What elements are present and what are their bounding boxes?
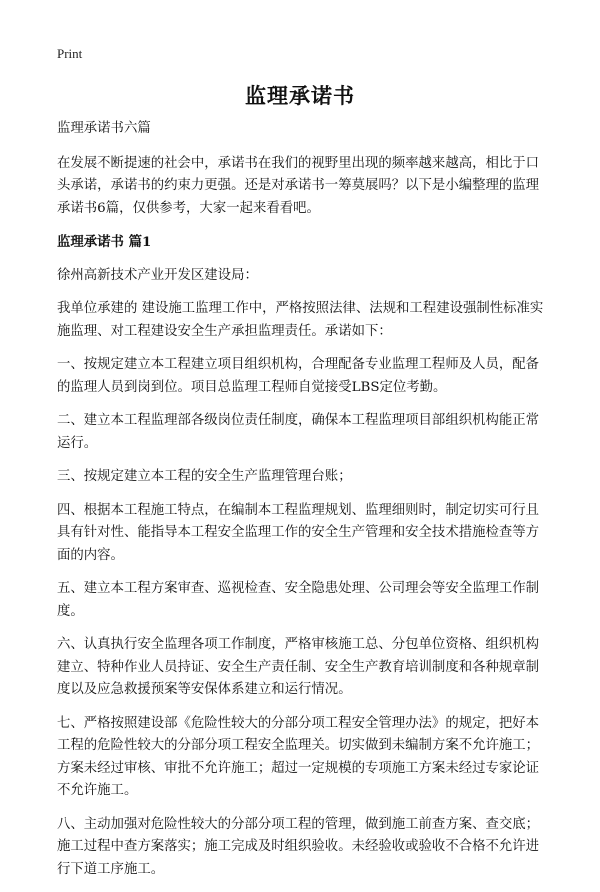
document-body: [57, 118, 547, 892]
addressee: 徐州高新技术产业开发区建设局：: [57, 267, 258, 283]
body-paragraph: 三、按规定建立本工程的安全生产监理管理台账；: [57, 469, 352, 484]
body-paragraph: 七、严格按照建设部《危险性较大的分部分项工程安全管理办法》的规定，把好本工程的危险性较大的分部分项工程安全监理关。切实做到未编制方案不允许施工；方案未经过审核、审批不允许施工；超过一定规模的专项施工方案未经过专家论证不允许施工。: [57, 715, 540, 798]
body-paragraph: 四、根据本工程施工特点，在编制本工程监理规划、监理细则时，制定切实可行且具有针对性、能指导本工程安全监理工作的安全生产管理和安全技术措施检查等方面的内容。: [57, 502, 540, 563]
body-paragraph: 五、建立本工程方案审查、巡视检查、安全隐患处理、公司理会等安全监理工作制度。: [57, 581, 540, 619]
document-title: 监理承诺书: [245, 84, 355, 108]
document-subtitle: 监理承诺书六篇: [57, 121, 151, 136]
section-heading: 监理承诺书 篇1: [57, 234, 152, 250]
body-paragraph: 六、认真执行安全监理各项工作制度，严格审核施工总、分包单位资格、组织机构建立、特种作业人员持证、安全生产责任制、安全生产教育培训制度和各种规章制度以及应急救援预案等安保体系建立和运行情况。: [57, 637, 540, 697]
body-paragraph: 一、按规定建立本工程建立项目组织机构，合理配备专业监理工程师及人员，配备的监理人员到岗到位。项目总监理工程师自觉接受LBS定位考勤。: [57, 357, 540, 395]
body-paragraph: 八、主动加强对危险性较大的分部分项工程的管理，做到施工前查方案、查交底；施工过程中查方案落实；施工完成及时组织验收。未经验收或验收不合格不允许进行下道工序施工。: [57, 816, 540, 877]
intro-paragraph: 在发展不断提速的社会中，承诺书在我们的视野里出现的频率越来越高，相比于口头承诺，承诺书的约束力更强。还是对承诺书一筹莫展吗？以下是小编整理的监理承诺书6篇，仅供参考，大家一起来看看吧。: [57, 155, 540, 216]
print-link[interactable]: Print: [57, 46, 83, 61]
body-paragraph: 我单位承建的 建设施工监理工作中，严格按照法律、法规和工程建设强制性标准实施监理、对工程建设安全生产承担监理责任。承诺如下：: [57, 301, 544, 339]
body-paragraph: 二、建立本工程监理部各级岗位责任制度，确保本工程监理项目部组织机构能正常运行。: [57, 413, 540, 451]
